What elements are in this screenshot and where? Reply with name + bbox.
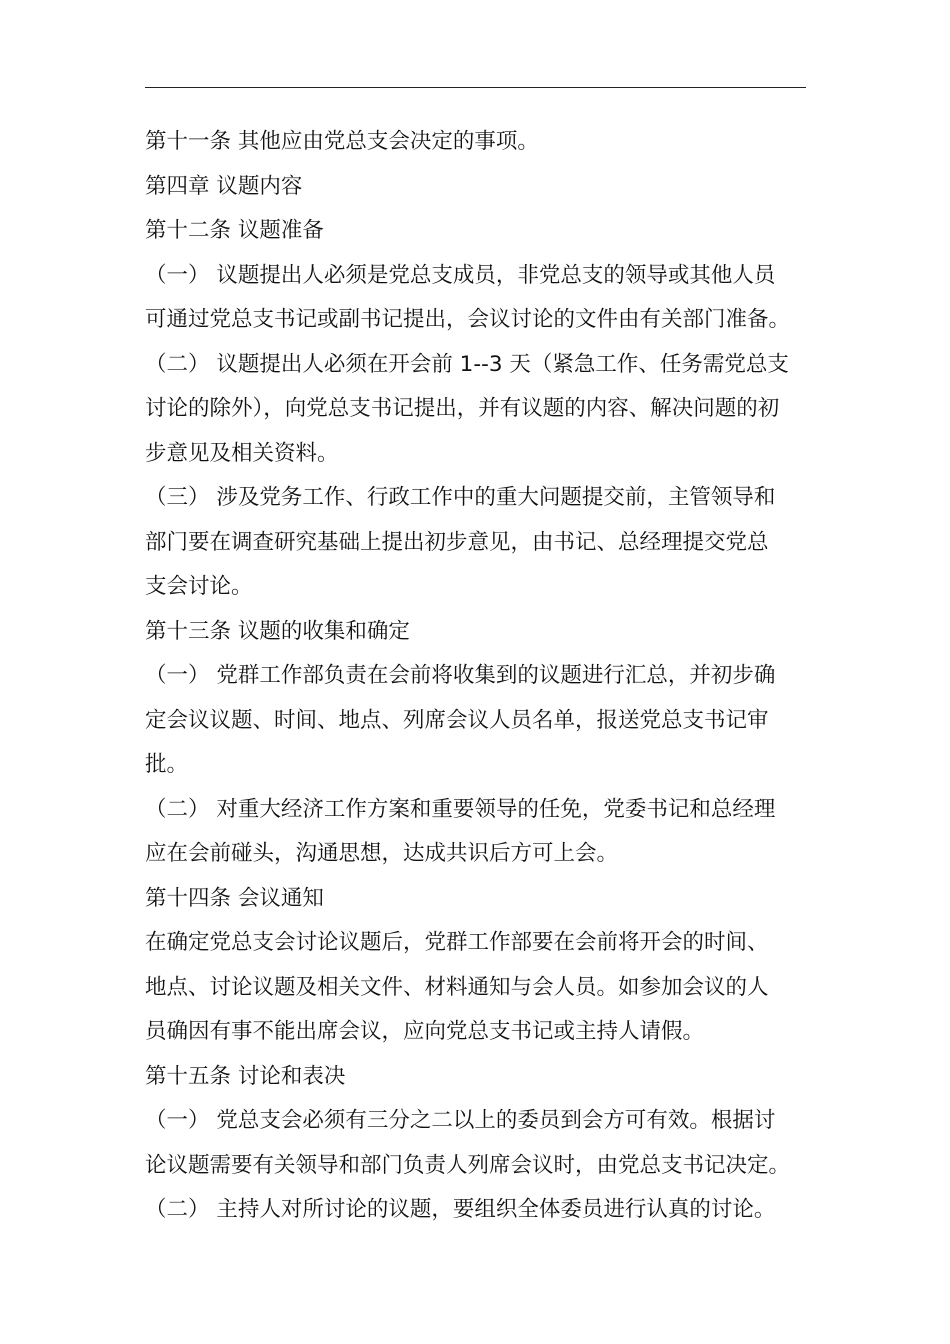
text-line: （二） 主持人对所讨论的议题，要组织全体委员进行认真的讨论。 — [145, 1197, 776, 1222]
paragraph-article-14-heading — [145, 877, 806, 922]
document-body — [145, 120, 806, 1233]
header-rule — [145, 87, 806, 88]
text-line: 部门要在调查研究基础上提出初步意见，由书记、总经理提交党总 — [145, 529, 769, 555]
text-line: 第十二条 议题准备 — [145, 218, 324, 243]
paragraph-chapter-4-heading — [145, 165, 806, 210]
text-line: （二） 议题提出人必须在开会前 1--3 天（紧急工作、任务需党总支 — [145, 351, 789, 377]
text-line: 第十一条 其他应由党总支会决定的事项。 — [145, 129, 539, 154]
paragraph-article-13-item-1 — [145, 654, 806, 788]
text-line: 可通过党总支书记或副书记提出，会议讨论的文件由有关部门准备。 — [145, 307, 791, 332]
paragraph-article-13-heading — [145, 610, 806, 655]
text-line: 支会讨论。 — [145, 574, 253, 599]
text-line: 在确定党总支会讨论议题后，党群工作部要在会前将开会的时间、 — [145, 930, 769, 955]
text-line: 员确因有事不能出席会议，应向党总支书记或主持人请假。 — [145, 1019, 705, 1044]
text-line: （一） 议题提出人必须是党总支成员，非党总支的领导或其他人员 — [145, 262, 776, 288]
paragraph-article-15-item-2 — [145, 1188, 806, 1233]
paragraph-article-12-item-3 — [145, 476, 806, 610]
paragraph-article-12-item-1 — [145, 254, 806, 343]
text-line: 第十四条 会议通知 — [145, 885, 324, 911]
text-line: 第十三条 议题的收集和确定 — [145, 618, 410, 644]
paragraph-article-14-body — [145, 921, 806, 1055]
paragraph-article-12-item-2 — [145, 343, 806, 477]
paragraph-article-13-item-2 — [145, 788, 806, 877]
text-line: （一） 党群工作部负责在会前将收集到的议题进行汇总，并初步确 — [145, 663, 776, 688]
text-line: 论议题需要有关领导和部门负责人列席会议时，由党总支书记决定。 — [145, 1152, 791, 1178]
text-line: （三） 涉及党务工作、行政工作中的重大问题提交前，主管领导和 — [145, 485, 776, 510]
text-line: 定会议议题、时间、地点、列席会议人员名单，报送党总支书记审 — [145, 707, 769, 733]
text-line: 步意见及相关资料。 — [145, 440, 339, 466]
paragraph-article-15-item-1 — [145, 1099, 806, 1188]
text-line: （二） 对重大经济工作方案和重要领导的任免，党委书记和总经理 — [145, 796, 776, 822]
text-line: 地点、讨论议题及相关文件、材料通知与会人员。如参加会议的人 — [145, 974, 769, 1000]
text-line: 第十五条 讨论和表决 — [145, 1063, 346, 1089]
text-line: 应在会前碰头，沟通思想，达成共识后方可上会。 — [145, 841, 619, 866]
paragraph-article-15-heading — [145, 1055, 806, 1100]
text-line: （一） 党总支会必须有三分之二以上的委员到会方可有效。根据讨 — [145, 1108, 776, 1133]
paragraph-article-12-heading — [145, 209, 806, 254]
paragraph-article-11 — [145, 120, 806, 165]
text-line: 讨论的除外），向党总支书记提出，并有议题的内容、解决问题的初 — [145, 396, 780, 421]
text-line: 第四章 议题内容 — [145, 173, 303, 199]
text-line: 批。 — [145, 752, 189, 777]
